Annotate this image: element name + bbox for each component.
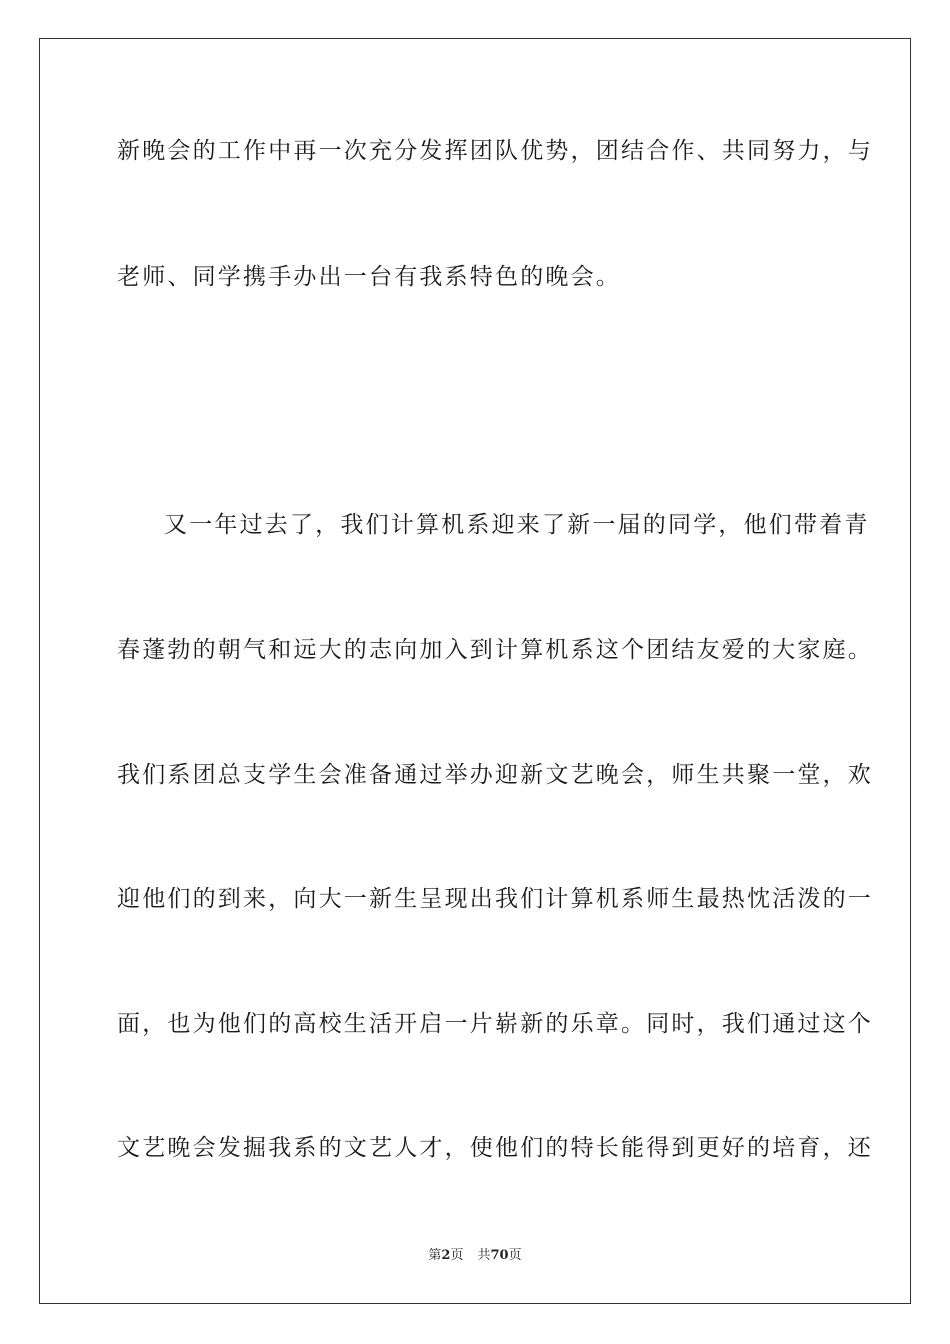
page-border bbox=[39, 38, 911, 1304]
total-prefix: 共 bbox=[477, 1248, 491, 1263]
page-total: 70 bbox=[490, 1248, 509, 1263]
page-suffix: 页 bbox=[450, 1248, 464, 1263]
page-prefix: 第 bbox=[428, 1248, 442, 1263]
paragraph-line: 文艺晚会发掘我系的文艺人才，使他们的特长能得到更好的培育，还 bbox=[117, 1135, 873, 1161]
paragraph-line: 老师、同学携手办出一台有我系特色的晚会。 bbox=[117, 264, 621, 290]
paragraph-line: 春蓬勃的朝气和远大的志向加入到计算机系这个团结友爱的大家庭。 bbox=[117, 637, 873, 663]
paragraph-line: 迎他们的到来，向大一新生呈现出我们计算机系师生最热忱活泼的一 bbox=[117, 886, 873, 912]
paragraph-line: 我们系团总支学生会准备通过举办迎新文艺晚会，师生共聚一堂，欢 bbox=[117, 762, 873, 788]
paragraph-line: 新晚会的工作中再一次充分发挥团队优势，团结合作、共同努力，与 bbox=[117, 138, 873, 164]
page-current: 2 bbox=[441, 1248, 451, 1263]
paragraph-line: 又一年过去了，我们计算机系迎来了新一届的同学，他们带着青 bbox=[164, 512, 870, 538]
page-footer bbox=[0, 1247, 950, 1265]
paragraph-line: 面，也为他们的高校生活开启一片崭新的乐章。同时，我们通过这个 bbox=[117, 1011, 873, 1037]
total-suffix: 页 bbox=[508, 1248, 522, 1263]
